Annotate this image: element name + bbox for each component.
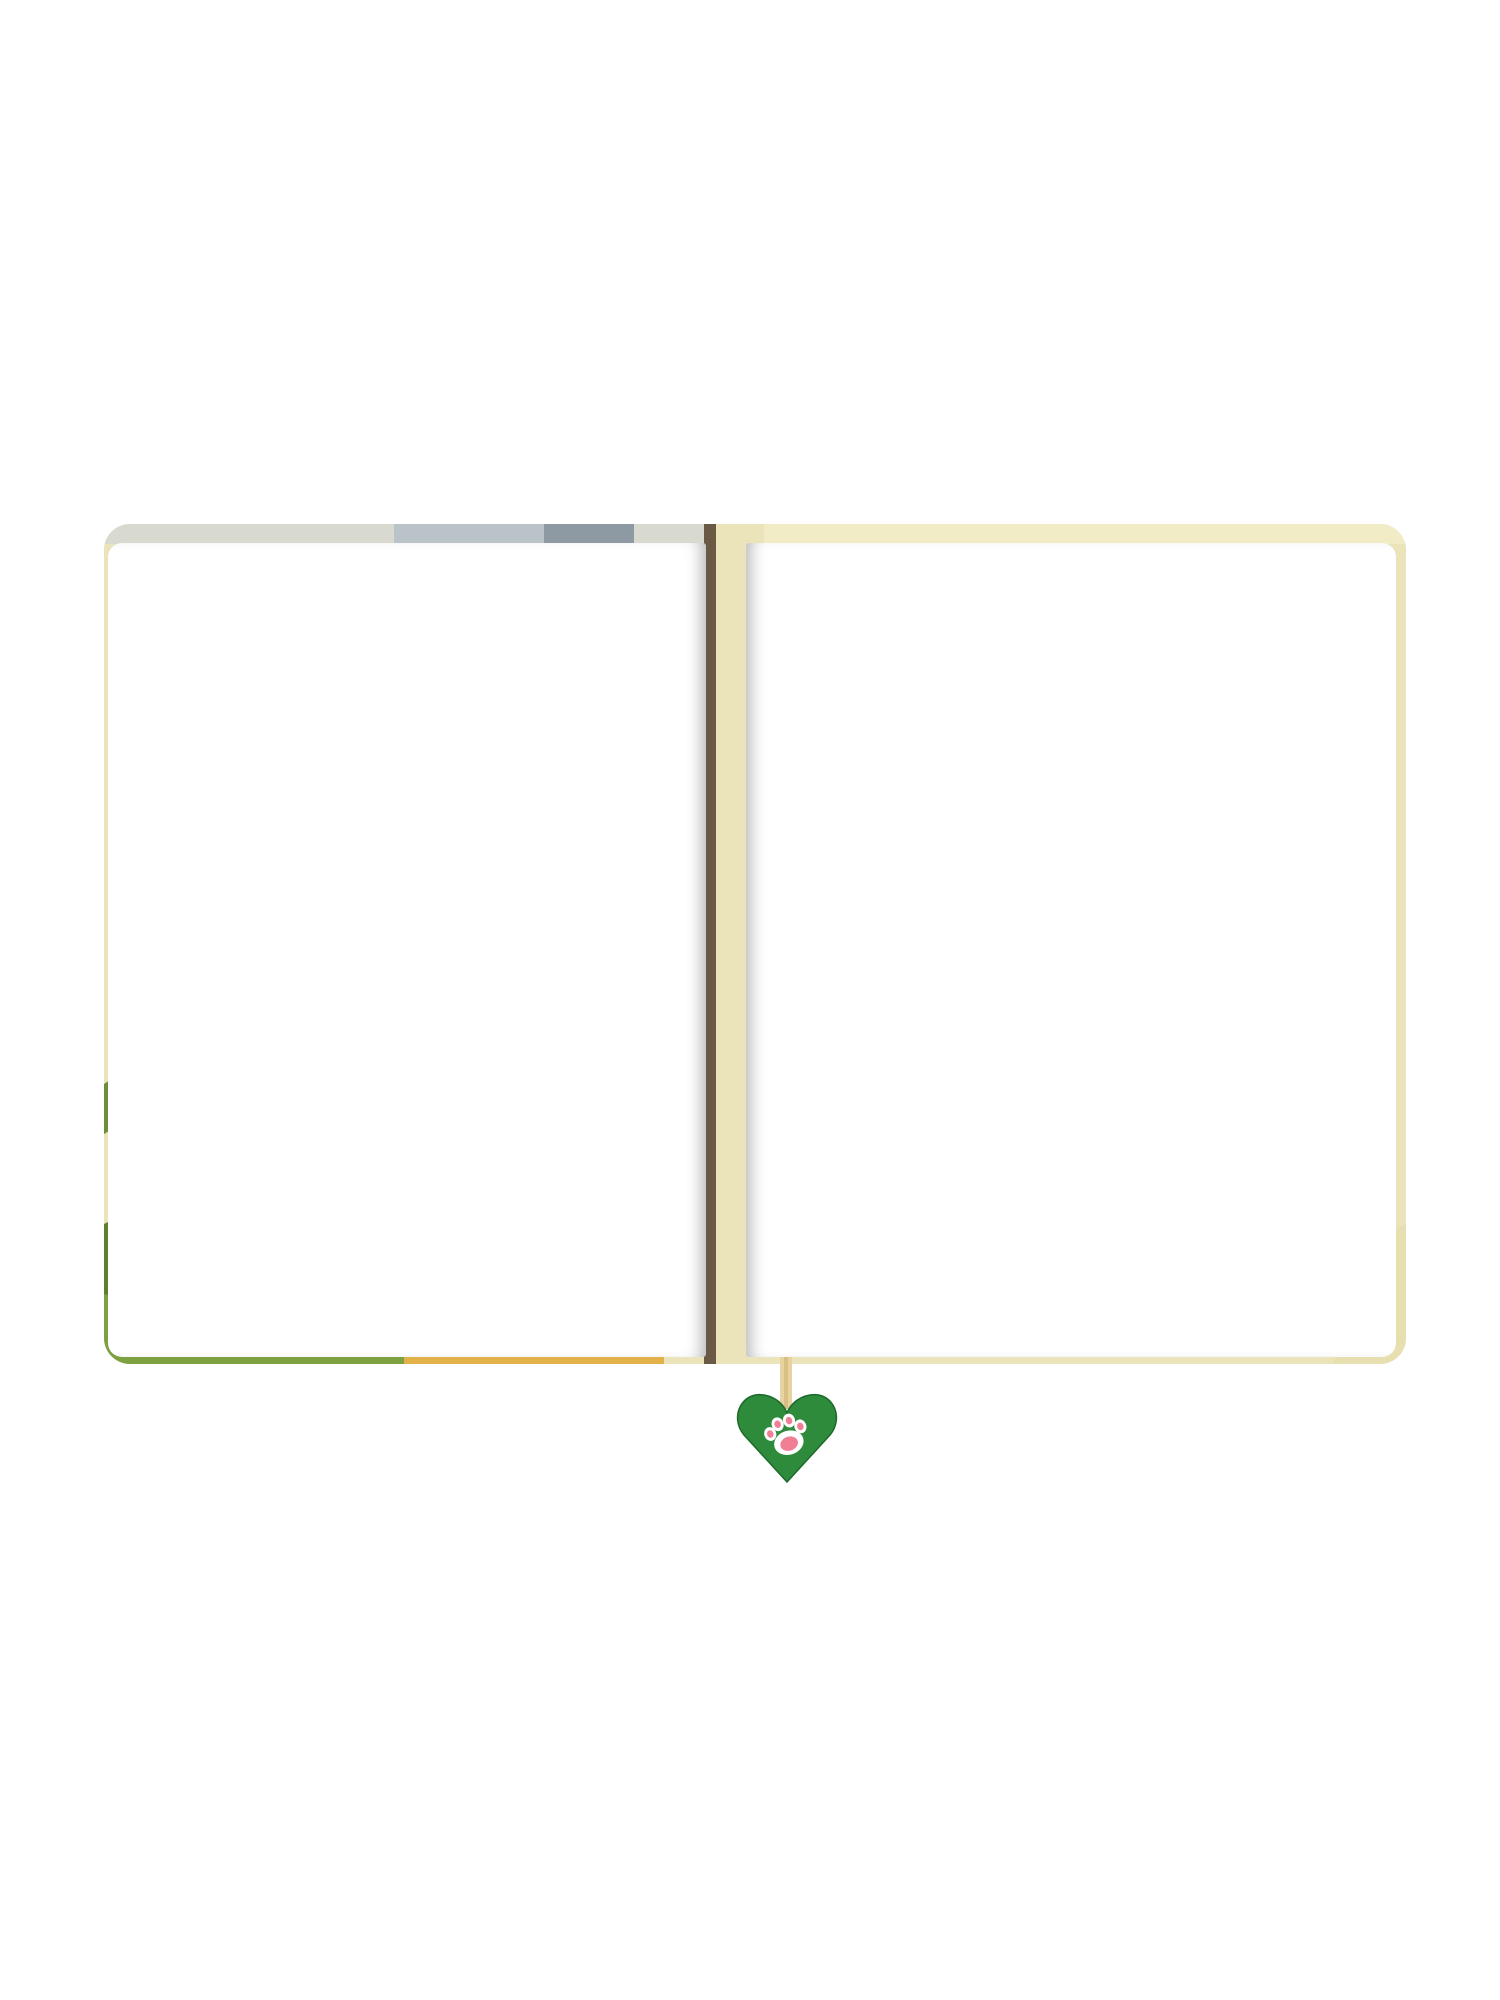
left-page — [108, 543, 706, 1357]
periodic-table — [134, 645, 694, 1345]
right-page — [746, 543, 1396, 1357]
heart-bookmark[interactable] — [734, 1357, 840, 1487]
physics-formula-list — [746, 543, 1396, 1357]
